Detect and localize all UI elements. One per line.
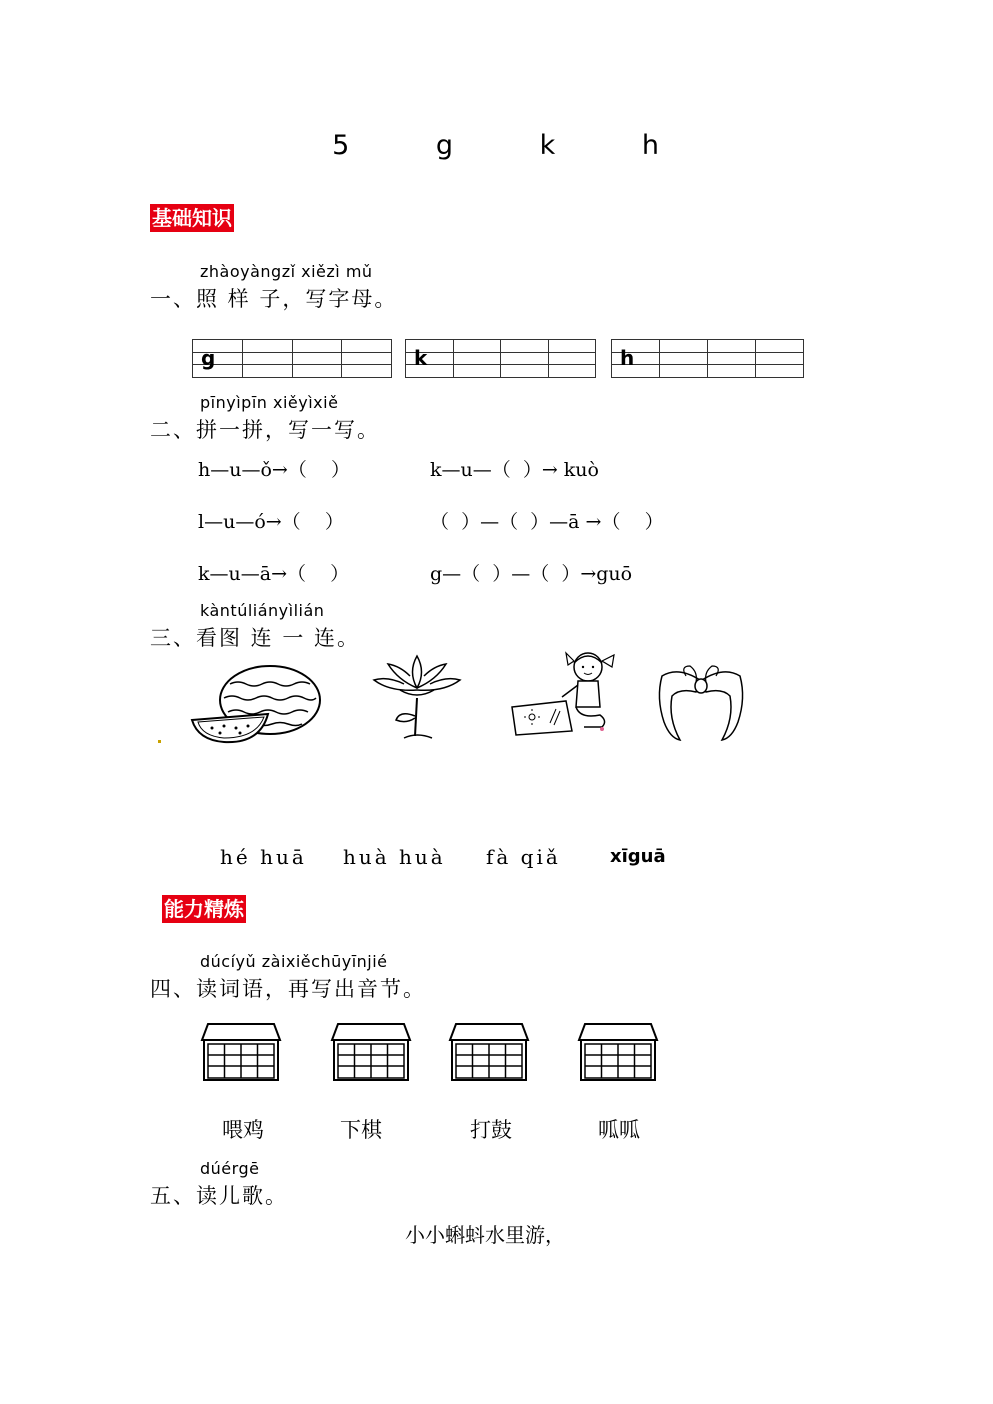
exercise-row1-left[interactable]: h—u—ǒ→（ ） <box>198 459 350 481</box>
syllable-box-1[interactable] <box>200 1022 282 1084</box>
exercise-row1-right[interactable]: k—u—（ ）→ kuò <box>430 459 599 481</box>
nursery-rhyme-line-1: 小小蝌蚪水里游， <box>405 1223 565 1247</box>
page-title <box>0 130 993 161</box>
pinyin-word-hua-hua[interactable]: huà huà <box>343 845 446 869</box>
syllable-box-3[interactable] <box>448 1022 530 1084</box>
q3-title: 三、看图 连 一 连。 <box>150 626 361 650</box>
q2-title: 二、拼一拼，写一写。 <box>150 418 380 442</box>
writing-grid-k[interactable] <box>405 339 596 378</box>
exercise-row2-left[interactable]: l—u—ó→（ ） <box>198 511 344 533</box>
lotus-picture[interactable] <box>370 650 465 742</box>
grid-sample-letter: k <box>414 346 428 370</box>
section-banner-ability: 能力精炼 <box>164 897 244 921</box>
q2-pinyin: pīnyìpīn xiěyìxiě <box>200 393 339 412</box>
title-letter-k: k <box>539 130 558 161</box>
syllable-box-4[interactable] <box>577 1022 659 1084</box>
pinyin-word-fa-qia[interactable]: fà qiǎ <box>486 845 561 869</box>
q5-title: 五、读儿歌。 <box>150 1184 288 1208</box>
word-xia-qi: 下棋 <box>340 1118 382 1142</box>
exercise-row3-right[interactable]: g—（ ）—（ ）→guō <box>430 563 633 585</box>
q5-pinyin: dúérgē <box>200 1159 260 1178</box>
writing-grid-h[interactable] <box>611 339 804 378</box>
q4-pinyin: dúcíyǔ zàixiěchūyīnjié <box>200 952 388 971</box>
exercise-row2-right[interactable]: （ ）—（ ）—ā →（ ） <box>430 511 664 533</box>
lesson-number: 5 <box>332 130 352 161</box>
word-wei-ji: 喂鸡 <box>222 1118 264 1142</box>
grid-sample-letter: g <box>201 346 216 370</box>
section-banner-basic: 基础知识 <box>152 206 232 230</box>
pinyin-word-he-hua[interactable]: hé huā <box>220 845 307 869</box>
pinyin-word-xi-gua[interactable]: xīguā <box>610 846 666 867</box>
title-letter-h: h <box>641 130 661 161</box>
girl-drawing-picture[interactable] <box>510 645 622 737</box>
exercise-row3-left[interactable]: k—u—ā→（ ） <box>198 563 350 585</box>
writing-grid-g[interactable] <box>192 339 392 378</box>
q1-pinyin: zhàoyàngzǐ xiězì mǔ <box>200 262 373 281</box>
stray-dot <box>158 740 161 743</box>
hair-clip-picture[interactable] <box>650 662 752 742</box>
q3-pinyin: kàntúliányìlián <box>200 601 325 620</box>
word-gua-gua: 呱呱 <box>598 1118 640 1142</box>
watermelon-picture[interactable] <box>190 662 325 744</box>
q1-title: 一、照 样 子，写字母。 <box>150 287 398 311</box>
title-letter-g: g <box>435 130 455 161</box>
grid-sample-letter: h <box>620 346 635 370</box>
word-da-gu: 打鼓 <box>470 1118 512 1142</box>
q4-title: 四、读词语，再写出音节。 <box>150 977 426 1001</box>
syllable-box-2[interactable] <box>330 1022 412 1084</box>
